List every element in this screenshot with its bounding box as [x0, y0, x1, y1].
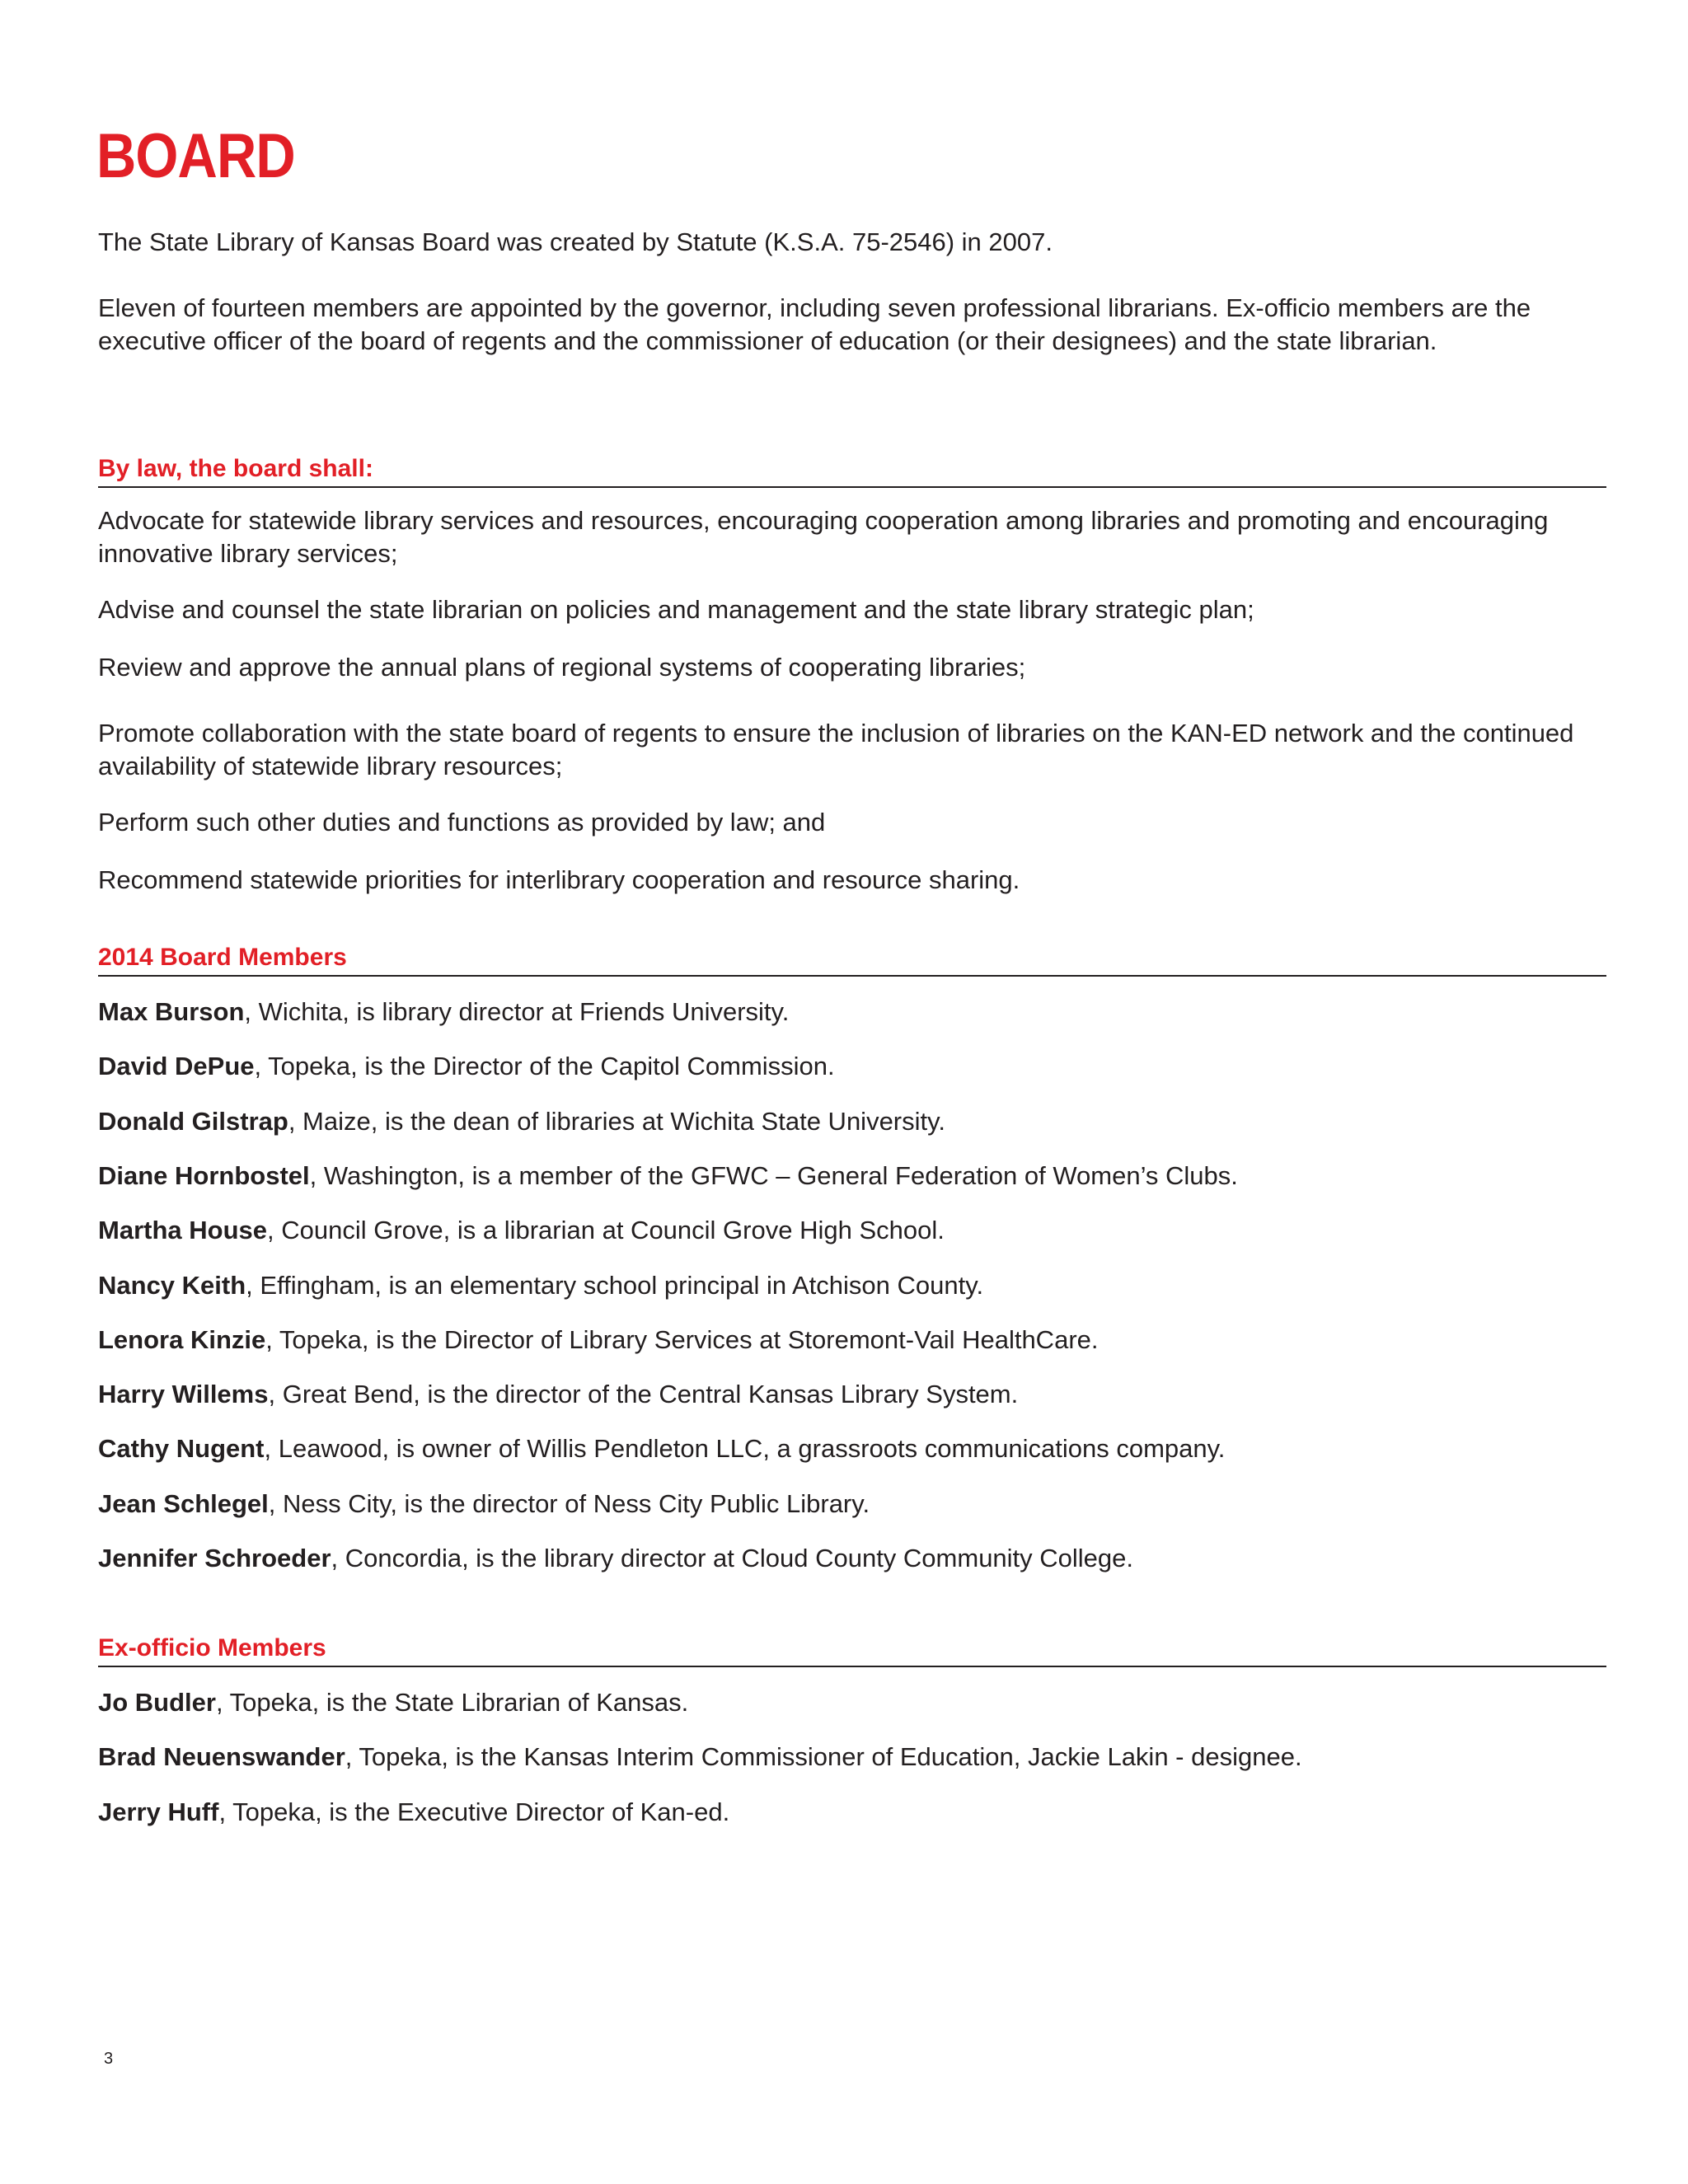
member-description: , Great Bend, is the director of the Central Kansas Library System. [268, 1380, 1019, 1408]
page-number: 3 [104, 2050, 114, 2068]
member-entry [98, 1542, 1133, 1575]
member-name: Jennifer Schroeder [98, 1544, 331, 1572]
duty-item: Perform such other duties and functions as provided by law; and [98, 808, 826, 837]
member-name: Jean Schlegel [98, 1489, 269, 1518]
duty-item: Advise and counsel the state librarian on policies and management and the state library strategic plan; [98, 595, 1254, 624]
member-name: Donald Gilstrap [98, 1107, 288, 1136]
member-description: , Maize, is the dean of libraries at Wichita State University. [288, 1107, 945, 1136]
member-entry [98, 1686, 688, 1719]
member-entry [98, 1050, 835, 1083]
member-name: Harry Willems [98, 1380, 269, 1408]
member-name: Nancy Keith [98, 1271, 246, 1300]
members-heading: 2014 Board Members [98, 942, 1606, 977]
duties-heading: By law, the board shall: [98, 453, 1606, 488]
member-entry [98, 1488, 870, 1521]
member-name: Diane Hornbostel [98, 1161, 310, 1190]
member-entry [98, 1796, 729, 1829]
member-entry [98, 1324, 1099, 1357]
duty-item: Review and approve the annual plans of regional systems of cooperating libraries; [98, 653, 1026, 682]
member-name: Jo Budler [98, 1688, 216, 1717]
member-description: , Topeka, is the State Librarian of Kansas. [215, 1688, 689, 1717]
member-description: , Effingham, is an elementary school principal in Atchison County. [246, 1271, 984, 1300]
member-description: , Topeka, is the Director of the Capitol Commission. [254, 1052, 835, 1080]
duty-item: Promote collaboration with the state board of regents to ensure the inclusion of libraries on the KAN-ED network and the continued availability of statewide library resources; [98, 719, 1574, 780]
member-description: , Washington, is a member of the GFWC – General Federation of Women’s Clubs. [309, 1161, 1238, 1190]
member-entry [98, 1160, 1238, 1193]
member-description: , Ness City, is the director of Ness City Public Library. [268, 1489, 870, 1518]
intro-section [98, 226, 1582, 391]
intro-paragraph: Eleven of fourteen members are appointed by the governor, including seven professional librarians. Ex-officio members are the executive officer of the board of regents and the commissioner of education (or their designees) and the state librarian. [98, 293, 1531, 355]
member-description: , Leawood, is owner of Willis Pendleton LLC, a grassroots communications company. [264, 1434, 1226, 1463]
member-name: Cathy Nugent [98, 1434, 265, 1463]
member-name: David DePue [98, 1052, 255, 1080]
exofficio-heading: Ex-officio Members [98, 1633, 1606, 1667]
member-name: Lenora Kinzie [98, 1325, 266, 1354]
member-description: , Topeka, is the Director of Library Services at Storemont-Vail HealthCare. [265, 1325, 1099, 1354]
member-entry [98, 1741, 1302, 1774]
member-name: Brad Neuenswander [98, 1742, 345, 1771]
page-title: BOARD [96, 121, 295, 191]
member-entry [98, 1269, 983, 1302]
duty-item: Advocate for statewide library services and resources, encouraging cooperation among libraries and promoting and encouraging innovative library services; [98, 506, 1549, 568]
member-description: , Council Grove, is a librarian at Council Grove High School. [266, 1216, 945, 1244]
member-name: Martha House [98, 1216, 267, 1244]
member-name: Jerry Huff [98, 1797, 219, 1826]
duty-item: Recommend statewide priorities for interlibrary cooperation and resource sharing. [98, 865, 1020, 894]
member-description: , Topeka, is the Executive Director of Kan-ed. [218, 1797, 730, 1826]
member-entry [98, 1432, 1225, 1465]
intro-paragraph: The State Library of Kansas Board was created by Statute (K.S.A. 75-2546) in 2007. [98, 227, 1053, 256]
member-entry [98, 1378, 1018, 1411]
member-entry [98, 1105, 945, 1138]
member-description: , Concordia, is the library director at Cloud County Community College. [331, 1544, 1134, 1572]
member-description: , Wichita, is library director at Friends University. [244, 997, 790, 1026]
member-entry [98, 996, 789, 1029]
member-description: , Topeka, is the Kansas Interim Commissioner of Education, Jackie Lakin - designee. [345, 1742, 1302, 1771]
member-entry [98, 1214, 945, 1247]
member-name: Max Burson [98, 997, 245, 1026]
